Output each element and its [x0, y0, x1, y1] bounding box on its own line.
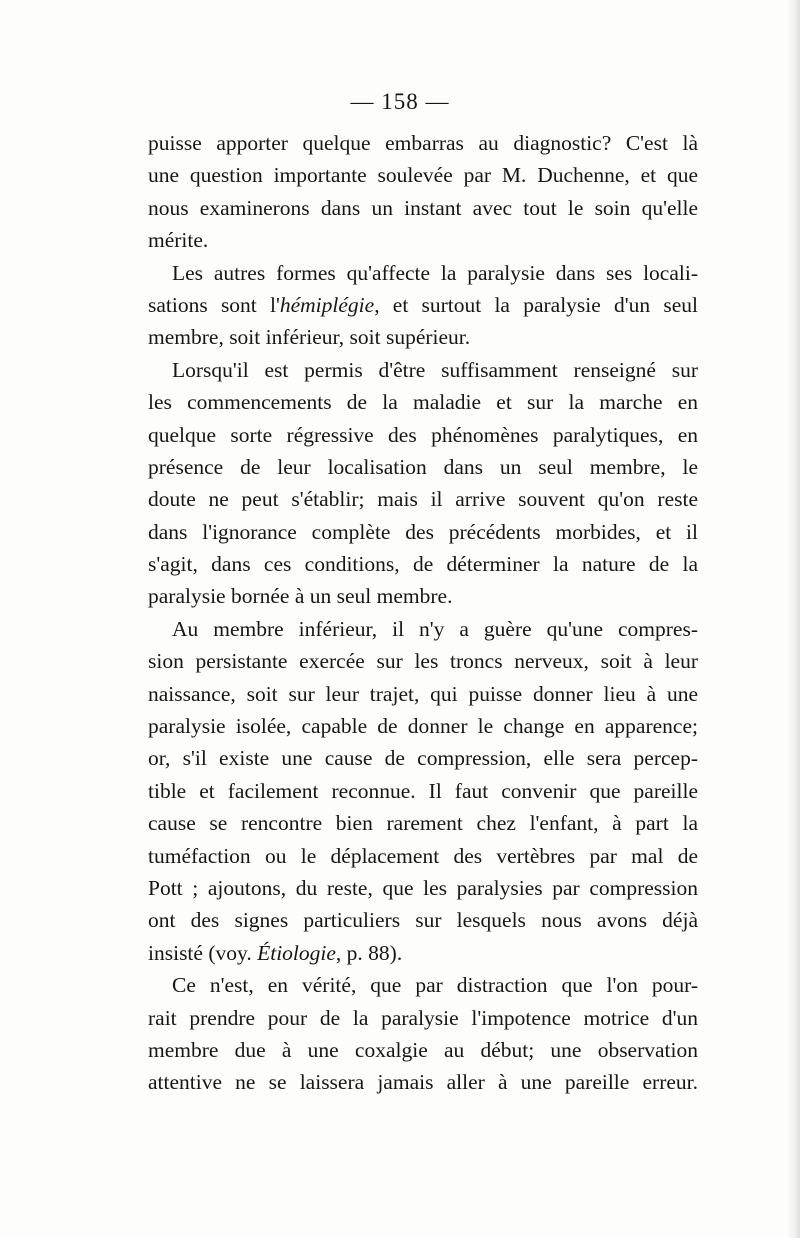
text-line: naissance, soit sur leur trajet, qui puisse donner lieu à une	[148, 681, 698, 706]
body-text	[148, 127, 698, 1099]
text-line: paralysie bornée à un seul membre.	[148, 584, 453, 609]
text-line: dans l'ignorance complète des précédents morbides, et il	[148, 519, 698, 544]
text-line: mérite.	[148, 228, 209, 253]
text-run: , p. 88).	[335, 940, 403, 965]
italic-term: hémiplégie	[279, 292, 375, 317]
page-number: — 158 —	[350, 89, 450, 114]
text-line: attentive ne se laissera jamais aller à une pareille erreur.	[148, 1070, 698, 1095]
text-line: Pott ; ajoutons, du reste, que les paralysies par compression	[148, 875, 698, 900]
text-line: doute ne peut s'établir; mais il arrive souvent qu'on reste	[148, 487, 698, 512]
paragraph-1	[148, 127, 698, 257]
text-line: présence de leur localisation dans un seul membre, le	[148, 454, 698, 479]
text-line: tible et facilement reconnue. Il faut convenir que pareille	[148, 778, 698, 803]
text-line: Au membre inférieur, il n'y a guère qu'une compres-	[172, 616, 698, 641]
text-run: insisté (voy.	[148, 940, 258, 965]
text-line	[148, 289, 698, 321]
text-line: Lorsqu'il est permis d'être suffisamment renseigné sur	[172, 357, 698, 382]
text-line: nous examinerons dans un instant avec tout le soin qu'elle	[148, 195, 698, 220]
paragraph-5	[148, 969, 698, 1099]
text-line: quelque sorte régressive des phénomènes paralytiques, en	[148, 422, 698, 447]
text-run: sations sont l'	[148, 292, 280, 317]
italic-term: Étiologie	[257, 940, 336, 965]
text-line: les commencements de la maladie et sur la marche en	[148, 390, 698, 415]
text-line: paralysie isolée, capable de donner le change en apparence;	[148, 714, 698, 739]
text-line: Les autres formes qu'affecte la paralysie dans ses locali-	[172, 260, 698, 285]
text-line: rait prendre pour de la paralysie l'impotence motrice d'un	[148, 1005, 698, 1030]
text-line: cause se rencontre bien rarement chez l'enfant, à part la	[148, 811, 698, 836]
text-run: , et surtout la paralysie d'un seul	[374, 292, 698, 317]
paragraph-4	[148, 613, 698, 969]
paragraph-2	[148, 257, 698, 354]
text-line	[148, 937, 698, 969]
page-edge-shadow	[786, 0, 800, 1238]
text-line: une question importante soulevée par M. Duchenne, et que	[148, 163, 698, 188]
paragraph-3	[148, 354, 698, 613]
text-line: tuméfaction ou le déplacement des vertèbres par mal de	[148, 843, 698, 868]
text-line: Ce n'est, en vérité, que par distraction que l'on pour-	[172, 973, 698, 998]
text-line: ont des signes particuliers sur lesquels nous avons déjà	[148, 908, 698, 933]
text-line: membre due à une coxalgie au début; une observation	[148, 1037, 698, 1062]
text-line: or, s'il existe une cause de compression, elle sera percep-	[148, 746, 698, 771]
text-line: membre, soit inférieur, soit supérieur.	[148, 325, 471, 350]
text-line: s'agit, dans ces conditions, de déterminer la nature de la	[148, 552, 698, 577]
text-line: puisse apporter quelque embarras au diagnostic? C'est là	[148, 131, 698, 155]
text-line: sion persistante exercée sur les troncs nerveux, soit à leur	[148, 649, 698, 674]
